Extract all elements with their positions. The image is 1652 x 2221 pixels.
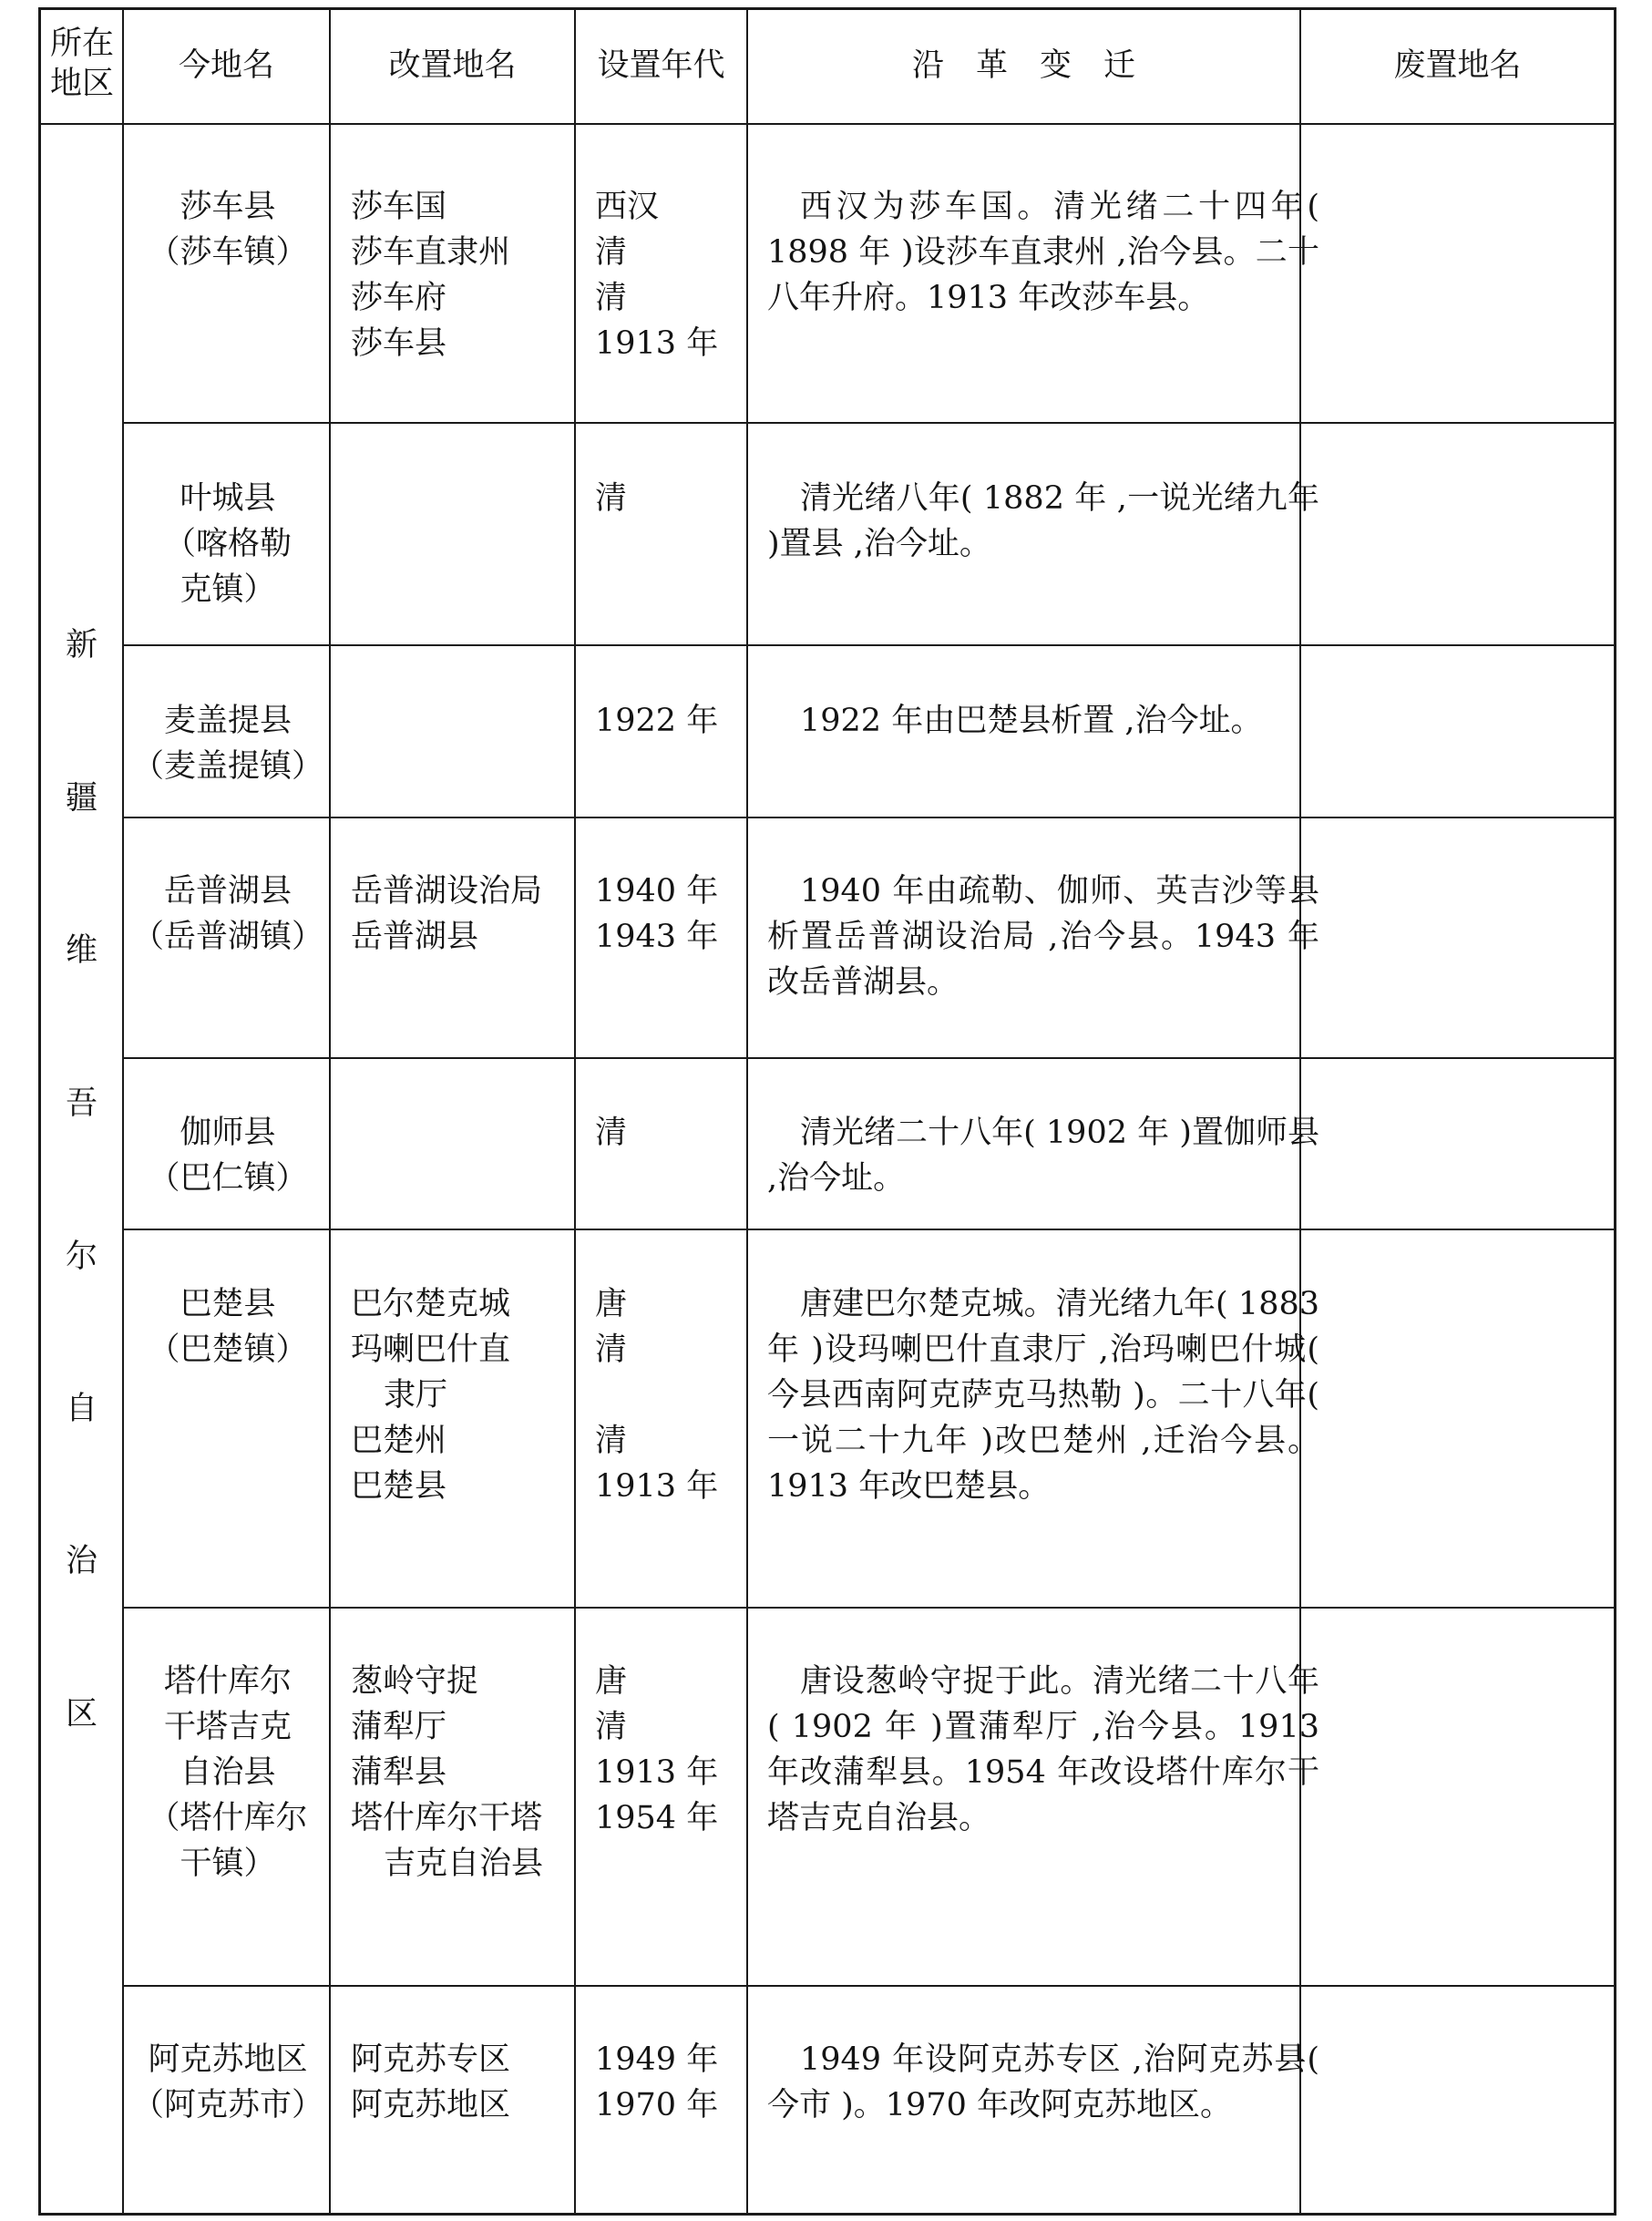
current-name-cell: 巴楚县 （巴楚镇） [148,1286,308,1368]
region-char: 疆 [65,780,97,817]
region-char: 维 [65,932,97,969]
current-name-cell: 麦盖提县 （麦盖提镇） [131,703,323,785]
col-divider-3 [574,7,576,2216]
list-line: 隶厅 [384,1377,448,1414]
renamed-list [351,1659,560,1887]
list-line: 1913 年 [595,1468,719,1505]
list-line: 1913 年 [595,325,719,362]
list-line: 唐 [595,1663,628,1700]
year-list [595,1281,759,1509]
year-list [595,698,759,744]
history-cell: 1922 年由巴楚县析置 ,治今址。 [800,703,1263,739]
current-name-cell: 伽师县 （巴仁镇） [148,1115,308,1197]
header-abolished-name: 废置地名 [1393,47,1522,84]
list-line: 蒲犁厅 [351,1709,447,1745]
list-line [595,1373,759,1418]
row-divider-6 [124,1607,1615,1609]
history-cell: 1949 年设阿克苏专区 ,治阿克苏县( 今市 )。1970 年改阿克苏地区。 [767,2041,1319,2123]
renamed-list [351,2037,560,2128]
header-divider [38,123,1616,125]
list-line: 清 [595,1332,628,1368]
year-list [595,869,759,960]
list-line: 清 [595,480,628,517]
list-line: 1913 年 [595,1754,719,1791]
history-cell: 1940 年由疏勒、伽师、英吉沙等县析置岳普湖设治局 ,治今县。1943 年改岳普湖县。 [767,873,1319,1001]
list-line: 清 [595,234,628,271]
list-line: 莎车直隶州 [351,234,511,271]
renamed-list [351,184,560,366]
list-line: 清 [595,1709,628,1745]
history-cell: 唐建巴尔楚克城。清光绪九年( 1883 年 )设玛喇巴什直隶厅 ,治玛喇巴什城( 今县西南阿克萨克马热勒 )。二十八年( 一说二十九年 )改巴楚州 ,迁治今县。1913 年改巴楚县。 [767,1286,1319,1505]
year-list [595,476,759,521]
region-char: 治 [65,1543,97,1579]
border-right [1614,7,1616,2216]
list-line: 1943 年 [595,919,719,955]
list-line: 西汉 [595,189,660,225]
renamed-list [351,1281,560,1509]
list-line: 唐 [595,1286,628,1322]
list-line: 1940 年 [595,873,719,910]
year-list [595,1659,759,1841]
list-line: 莎车国 [351,189,447,225]
year-list [595,1110,759,1156]
history-cell: 唐设葱岭守捉于此。清光绪二十八年( 1902 年 )置蒲犁厅 ,治今县。1913 年改蒲犁县。1954 年改设塔什库尔干塔吉克自治县。 [767,1663,1319,1836]
current-name-cell: 岳普湖县 （岳普湖镇） [131,873,323,955]
list-line: 1949 年 [595,2041,719,2078]
list-line: 巴尔楚克城 [351,1286,511,1322]
region-char: 新 [65,627,97,663]
header-history: 沿 革 变 迁 [911,47,1135,84]
current-name-cell: 叶城县 （喀格勒 克镇） [163,480,292,608]
list-line: 1954 年 [595,1800,719,1836]
list-line: 1922 年 [595,703,719,739]
list-line: 莎车县 [351,325,447,362]
list-line: 巴楚县 [351,1468,447,1505]
header-region: 所在地区 [49,26,114,102]
region-char: 区 [65,1696,97,1733]
list-line: 阿克苏地区 [351,2087,511,2123]
history-cell: 西汉为莎车国。清光绪二十四年( 1898 年 )设莎车直隶州 ,治今县。二十八年升府。1913 年改莎车县。 [767,189,1319,316]
border-bottom [38,2213,1616,2216]
renamed-list [351,869,560,960]
list-line: 清 [595,1115,628,1151]
current-name-cell: 阿克苏地区 （阿克苏市） [131,2041,323,2123]
region-char: 吾 [65,1085,97,1122]
history-cell: 清光绪二十八年( 1902 年 )置伽师县 ,治今址。 [767,1115,1319,1197]
region-char: 自 [65,1391,97,1427]
list-line: 莎车府 [351,280,447,316]
gazetteer-table [38,7,1616,2216]
list-line: 1970 年 [595,2087,719,2123]
header-established-era: 设置年代 [597,47,725,84]
year-list [595,2037,759,2128]
list-line: 塔什库尔干塔 [351,1800,543,1836]
row-divider-3 [124,817,1615,818]
row-divider-7 [124,1985,1615,1987]
list-line: 葱岭守捉 [351,1663,479,1700]
header-renamed-name: 改置地名 [388,47,517,84]
list-line: 吉克自治县 [384,1846,544,1882]
list-line: 岳普湖设治局 [351,873,543,910]
current-name-cell: 塔什库尔 干塔吉克 自治县 （塔什库尔 干镇） [148,1663,308,1882]
list-line: 岳普湖县 [351,919,479,955]
col-divider-2 [329,7,331,2216]
row-divider-5 [124,1229,1615,1230]
row-divider-1 [124,422,1615,424]
list-line: 阿克苏专区 [351,2041,511,2078]
region-char: 尔 [65,1239,97,1275]
list-line: 蒲犁县 [351,1754,447,1791]
list-line: 清 [595,1423,628,1459]
list-line: 清 [595,280,628,316]
list-line: 巴楚州 [351,1423,447,1459]
border-top [38,7,1616,10]
row-divider-2 [124,644,1615,646]
current-name-cell: 莎车县 （莎车镇） [148,189,308,271]
row-divider-4 [124,1057,1615,1059]
year-list [595,184,759,366]
header-current-name: 今地名 [178,47,274,84]
history-cell: 清光绪八年( 1882 年 ,一说光绪九年 )置县 ,治今址。 [767,480,1319,562]
list-line: 玛喇巴什直 [351,1332,511,1368]
